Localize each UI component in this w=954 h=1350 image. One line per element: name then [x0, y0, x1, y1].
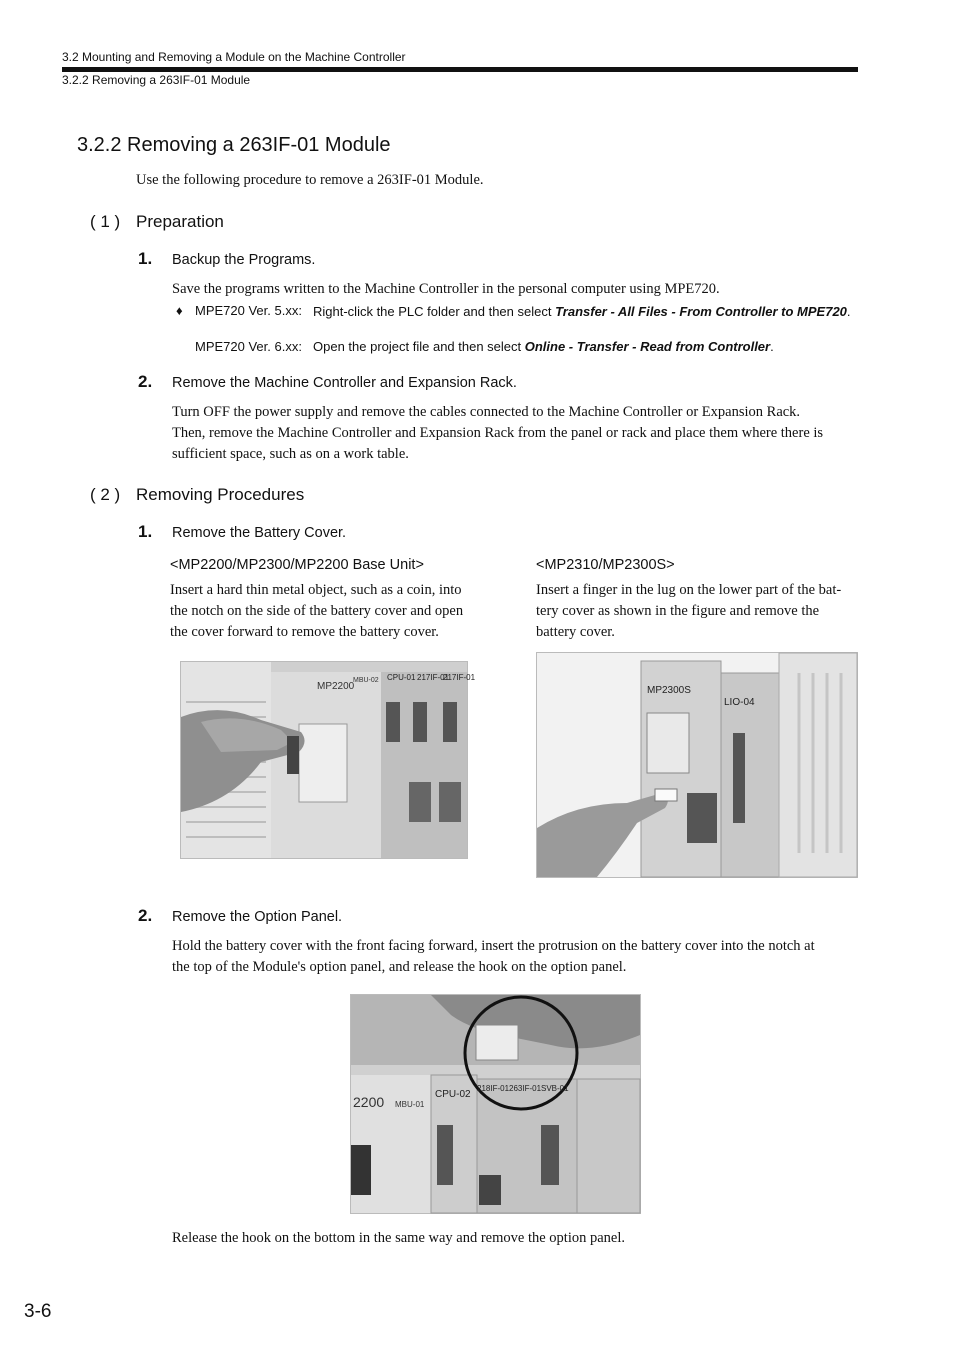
prep-step2-number: 2. — [138, 372, 153, 391]
running-header-subsection: 3.2.2 Removing a 263IF-01 Module — [62, 73, 251, 87]
section-title: 3.2.2 Removing a 263IF-01 Module — [77, 134, 391, 156]
running-header-section: 3.2 Mounting and Removing a Module on the Machine Controller — [62, 50, 406, 64]
remove-step2-text: Hold the battery cover with the front facing forward, insert the protrusion on the battery cover into the notch at the top of the Module's option panel, and release the hook on the option panel. — [172, 938, 815, 975]
right-model-label: <MP2310/MP2300S> — [536, 557, 675, 573]
remove-step2-number: 2. — [138, 906, 153, 925]
p3-label-svb: SVB-01 — [541, 1084, 569, 1093]
photo-mp2300s-battery-cover — [536, 652, 858, 878]
p3-label-2200: 2200 — [353, 1094, 385, 1110]
header-rule — [62, 67, 858, 72]
prep-step1-text: Save the programs written to the Machine Controller in the personal computer using MPE720. — [172, 281, 720, 297]
left-instructions: Insert a hard thin metal object, such as a coin, into the notch on the side of the battery cover and open the cover forward to remove the battery cover. — [170, 582, 464, 640]
remove-step2-title: Remove the Option Panel. — [172, 909, 343, 925]
p2-label-lio: LIO-04 — [724, 697, 755, 708]
left-model-label: <MP2200/MP2300/MP2200 Base Unit> — [170, 557, 424, 573]
p2-label-mp2300s: MP2300S — [647, 685, 691, 696]
p3-label-cpu: CPU-02 — [435, 1089, 471, 1100]
right-instructions: Insert a finger in the lug on the lower part of the bat- tery cover as shown in the figure and remove the battery cover. — [536, 582, 842, 640]
prep-step2-title: Remove the Machine Controller and Expansion Rack. — [172, 375, 517, 391]
preparation-heading-number: ( 1 ) — [90, 212, 121, 231]
p1-label-mbu: MBU-02 — [353, 677, 379, 684]
prep-step2-text: Turn OFF the power supply and remove the cables connected to the Machine Controller or Expansion Rack. Then, remove the Machine Controller and Expansion Rack from the panel or rack and place them where there is sufficient space, such as on a work table. — [172, 404, 824, 462]
remove-step1-title: Remove the Battery Cover. — [172, 525, 347, 541]
p1-label-217b: 217IF-01 — [443, 673, 476, 682]
note1-label: MPE720 Ver. 5.xx: — [195, 303, 302, 318]
removing-heading-number: ( 2 ) — [90, 485, 121, 504]
note1-text: Right-click the PLC folder and then select Transfer - All Files - From Controller to MPE720. — [313, 304, 851, 319]
note1-command: Transfer - All Files - From Controller to MPE720 — [555, 304, 847, 319]
p3-label-mbu: MBU-01 — [395, 1100, 425, 1109]
photo-option-panel-removal — [350, 994, 641, 1214]
prep-step1-number: 1. — [138, 249, 153, 268]
prep-step1-title: Backup the Programs. — [172, 252, 316, 268]
note2-label: MPE720 Ver. 6.xx: — [195, 339, 302, 354]
p1-label-217a: 217IF-01 — [417, 673, 450, 682]
intro-text: Use the following procedure to remove a 263IF-01 Module. — [136, 172, 484, 188]
note2-command: Online - Transfer - Read from Controller — [524, 339, 771, 354]
p3-label-263: 263IF-01 — [509, 1084, 542, 1093]
preparation-heading: Preparation — [136, 212, 224, 231]
p1-label-cpu: CPU-01 — [387, 673, 416, 682]
page-number: 3-6 — [24, 1301, 52, 1322]
photo-mp2200-battery-cover — [180, 661, 476, 859]
p1-label-mp2200: MP2200 — [317, 681, 355, 692]
note2-text: Open the project file and then select Online - Transfer - Read from Controller. — [313, 339, 774, 354]
closing-text: Release the hook on the bottom in the same way and remove the option panel. — [172, 1230, 626, 1246]
p3-label-218: 218IF-01 — [477, 1084, 510, 1093]
bullet-icon: ♦ — [176, 303, 183, 318]
remove-step1-number: 1. — [138, 522, 153, 541]
removing-heading: Removing Procedures — [136, 485, 305, 504]
